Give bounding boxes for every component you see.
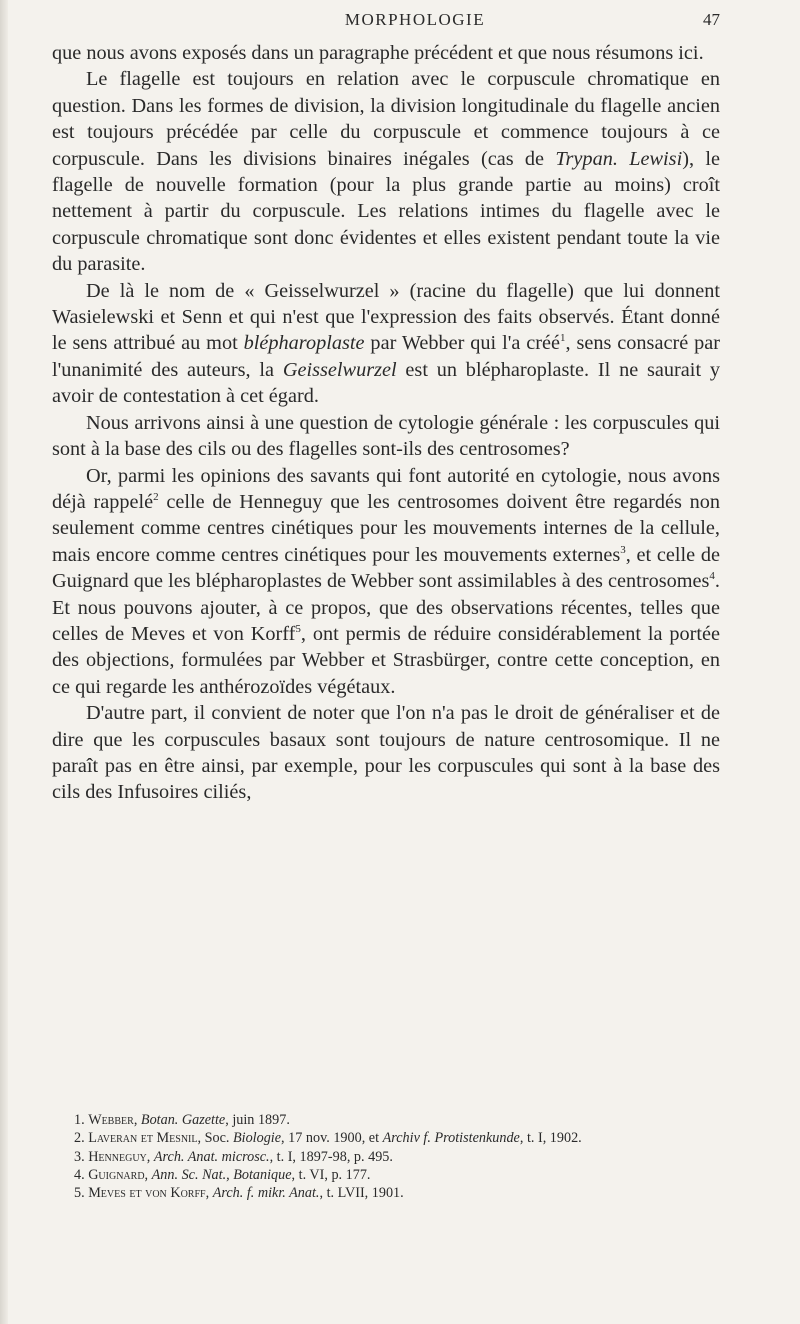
footnote-author: Guignard	[88, 1166, 145, 1183]
paragraph-text: . Et nous pouvons ajouter, à ce propos, que des observations récentes, telles que celles de Meves et von Korff	[52, 570, 720, 645]
body-text	[52, 40, 720, 806]
footnotes	[52, 1111, 720, 1202]
paragraph-text: que nous avons exposés dans un paragraphe précédent et que nous résumons ici.	[52, 42, 704, 64]
paragraph-1	[52, 40, 720, 66]
footnote-ref: 1	[560, 332, 566, 345]
paragraph-text: Nous arrivons ainsi à une question de cytologie générale : les corpuscules qui sont à la base des cils ou des flagelles sont-ils des centrosomes?	[52, 411, 720, 461]
footnote-number: 5.	[74, 1185, 85, 1202]
paragraph-text: ), le flagelle de nouvelle formation (pour la plus grande partie au moins) croît nettement à partir du corpuscule. Les relations intimes du flagelle avec le corpuscule chromatique sont donc évidentes et elles existent pendant toute la vie du parasite.	[52, 147, 720, 276]
page-binding-edge	[0, 0, 8, 1324]
page-number: 47	[703, 10, 720, 29]
footnote-source: Arch. Anat. microsc.	[153, 1148, 270, 1165]
italic-term: blépharoplaste	[243, 332, 365, 355]
footnote-number: 4.	[74, 1166, 85, 1183]
paragraph-2	[52, 66, 720, 277]
paragraph-4	[52, 410, 720, 463]
footnote-ref: 5	[295, 623, 301, 636]
footnote-source: Archiv f. Protistenkunde	[382, 1130, 520, 1147]
running-title: MORPHOLOGIE	[344, 10, 486, 29]
paragraph-text: Or, parmi les opinions des savants qui font autorité en cytologie, nous avons déjà rappelé	[52, 464, 720, 513]
footnote-5	[52, 1184, 720, 1202]
footnote-text: , Soc.	[197, 1130, 233, 1147]
paragraph-text: par Webber qui l'a créé	[364, 332, 561, 355]
paragraph-text: , sens consacré par l'unanimité des auteurs, la	[52, 332, 720, 381]
paragraph-5	[52, 463, 720, 701]
paragraph-6	[52, 700, 720, 806]
footnote-text: , juin 1897.	[225, 1112, 290, 1128]
footnote-ref: 3	[620, 543, 626, 556]
footnote-text: , t. VI, p. 177.	[291, 1166, 371, 1183]
paragraph-text: De là le nom de « Geisselwurzel » (racine du flagelle) que lui donnent Wasielewski et Senn et qui n'est que l'expression des faits observés. Étant donné le sens attribué au mot	[52, 279, 720, 355]
footnote-text: , t. LVII, 1901.	[319, 1185, 404, 1202]
paragraph-text: , ont permis de réduire considérablement la portée des objections, formulées par Webber et Strasbürger, contre cette conception, en ce qui regarde les anthérozoïdes végétaux.	[52, 622, 720, 698]
footnote-source: Arch. f. mikr. Anat.	[212, 1185, 320, 1202]
footnote-number: 3.	[74, 1148, 85, 1165]
footnote-text: ,	[146, 1148, 154, 1165]
footnote-source: Botan. Gazette	[140, 1112, 226, 1128]
paragraph-text: , et celle de Guignard que les blépharoplastes de Webber sont assimilables à des centrosomes	[52, 543, 721, 593]
paragraph-text: celle de Henneguy que les centrosomes doivent être regardés non seulement comme centres cinétiques pour les mouvements internes de la cellule, mais encore comme centres cinétiques pour les mouvements externes	[52, 490, 721, 566]
paragraph-text: est un blépharoplaste. Il ne saurait y avoir de contestation à cet égard.	[52, 358, 720, 408]
footnote-3	[52, 1148, 720, 1166]
footnote-author: Meves et von Korff	[88, 1185, 206, 1202]
footnote-text: , t. I, 1902.	[519, 1130, 582, 1147]
footnote-ref: 4	[709, 570, 715, 583]
footnote-number: 1.	[74, 1112, 85, 1128]
footnote-1	[52, 1111, 720, 1129]
italic-term: Geisselwurzel	[282, 358, 397, 381]
paragraph-3	[52, 278, 720, 410]
page-header	[110, 4, 720, 34]
footnote-author: Webber	[88, 1112, 134, 1128]
italic-term: Trypan. Lewisi	[555, 147, 683, 170]
footnote-text: ,	[205, 1185, 213, 1202]
footnote-author: Laveran et Mesnil	[88, 1130, 198, 1147]
footnote-source: Ann. Sc. Nat., Botanique	[151, 1166, 292, 1183]
footnote-ref: 2	[153, 491, 159, 504]
footnote-text: ,	[144, 1166, 152, 1183]
footnote-text: , 17 nov. 1900, et	[281, 1130, 383, 1147]
footnote-text: , t. I, 1897-98, p. 495.	[269, 1148, 393, 1165]
footnote-4	[52, 1166, 720, 1184]
footnote-author: Henneguy	[88, 1148, 147, 1165]
footnote-number: 2.	[74, 1130, 85, 1147]
footnote-2	[52, 1129, 720, 1147]
footnote-source: Biologie	[232, 1130, 282, 1147]
footnote-text: ,	[133, 1112, 141, 1128]
paragraph-text: D'autre part, il convient de noter que l'on n'a pas le droit de généraliser et de dire que les corpuscules basaux sont toujours de nature centrosomique. Il ne paraît pas en être ainsi, par exemple, pour les corpuscules qui sont à la base des cils des Infusoires ciliés,	[52, 702, 720, 804]
paragraph-text: Le flagelle est toujours en relation avec le corpuscule chromatique en question. Dans les formes de division, la division longitudinale du flagelle ancien est toujours précédée par celle du corpuscule et commence toujours à ce corpuscule. Dans les divisions binaires inégales (cas de	[52, 68, 720, 170]
